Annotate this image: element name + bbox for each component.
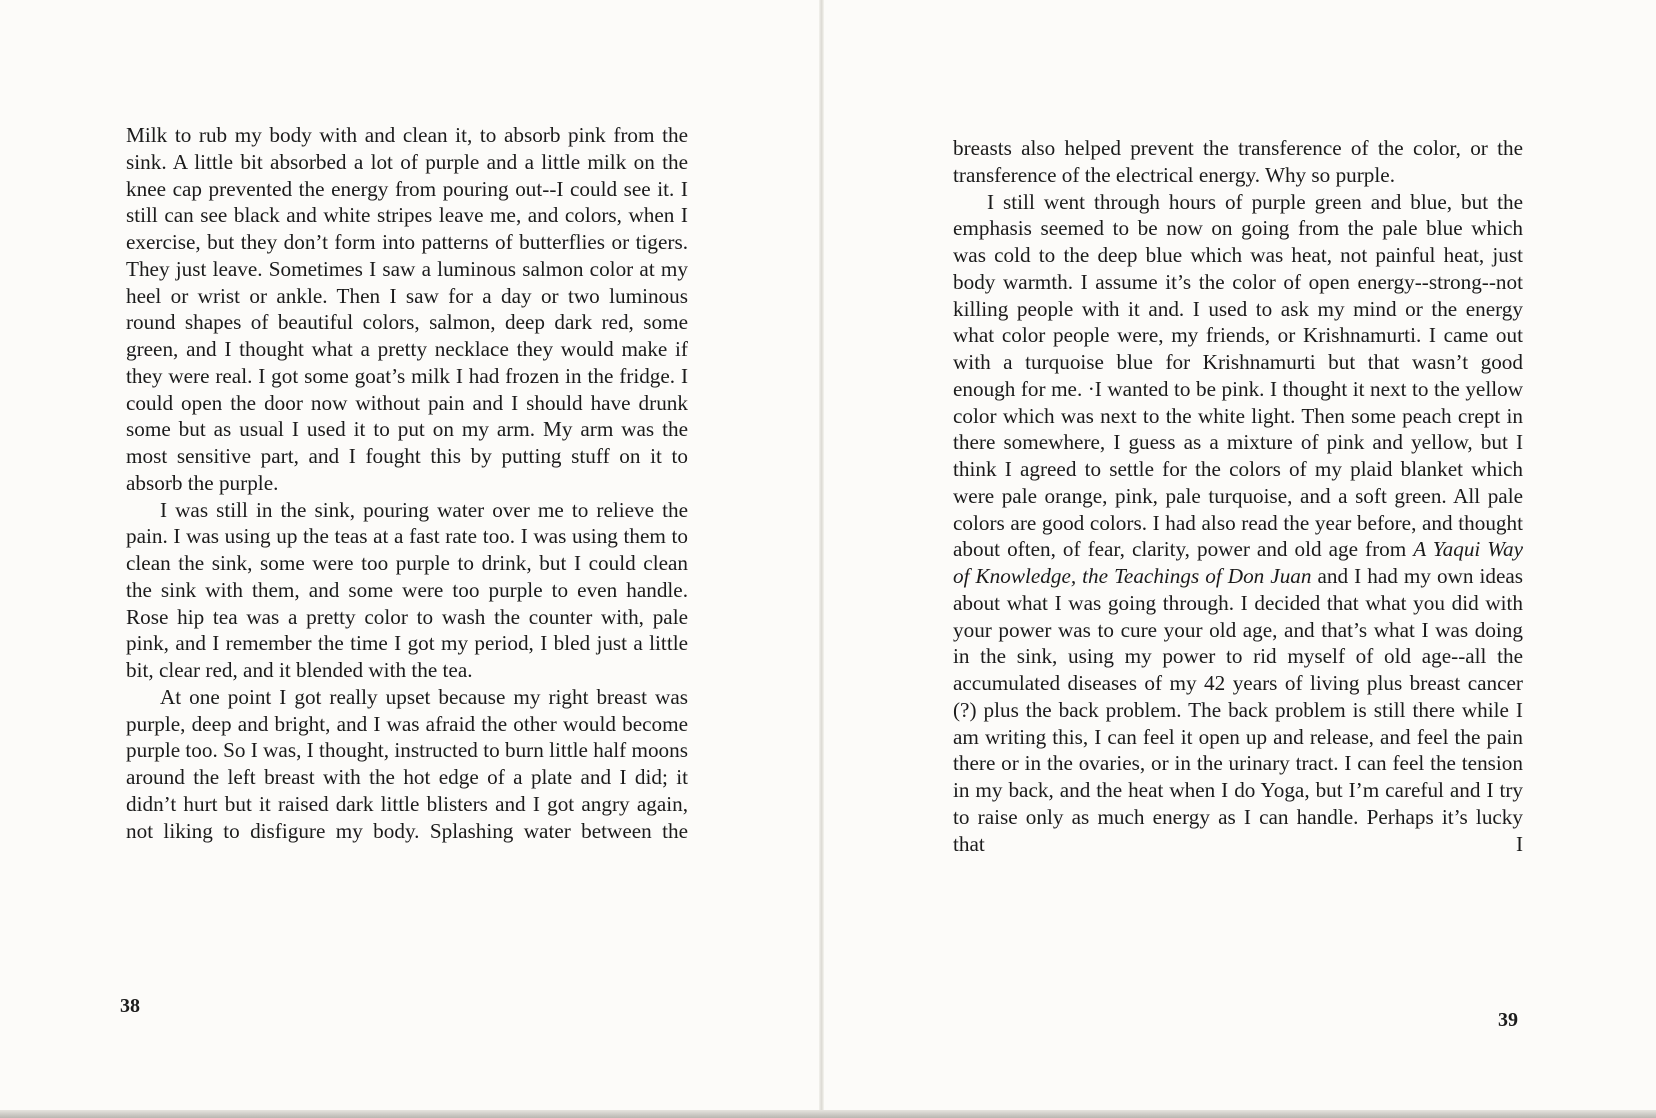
page-number: 38 [120,995,140,1017]
right-page-text [953,135,1523,857]
page-edge [0,1110,1656,1118]
paragraph: Milk to rub my body with and clean it, to absorb pink from the sink. A little bit absorbed a lot of purple and a little milk on the knee cap prevented the energy from pouring out--I could see it. I still can see black and white stripes leave me, and colors, when I exercise, but they don’t form into patterns of butterflies or tigers. They just leave. Sometimes I saw a luminous salmon color at my heel or wrist or ankle. Then I saw for a day or two luminous round shapes of beautiful colors, salmon, deep dark red, some green, and I thought what a pretty necklace they would make if they were real. I got some goat’s milk I had frozen in the fridge. I could open the door now without pain and I should have drunk some but as usual I used it to put on my arm. My arm was the most sensitive part, and I fought this by putting stuff on it to absorb the purple. [126,123,688,495]
paragraph: breasts also helped prevent the transference of the color, or the transference of the electrical energy. Why so purple. [953,136,1523,187]
left-page-text [126,122,688,844]
paragraph: At one point I got really upset because my right breast was purple, deep and bright, and I was afraid the other would become purple too. So I was, I thought, instructed to burn little half moons around the left breast with the hot edge of a plate and I did; it didn’t hurt but it raised dark little blisters and I got angry again, not liking to disfigure my body. Splashing water between the [126,684,688,843]
paragraph-text: and I had my own ideas about what I was going through. I decided that what you did with your power was to cure your old age, and that’s what I was doing in the sink, using my power to rid myself of old age--all the accumulated diseases of my 42 years of living plus breast cancer (?) plus the back problem. The back problem is still there while I am writing this, I can feel it open up and release, and feel the pain there or in the ovaries, or in the urinary tract. I can feel the tension in my back, and the heat when I do Yoga, but I’m careful and I try to raise only as much energy as I can handle. Perhaps it’s lucky that I [953,564,1523,856]
left-page [0,0,822,1112]
right-page [824,0,1656,1112]
paragraph [953,189,1523,858]
page-number: 39 [1498,1009,1518,1031]
paragraph-text: I still went through hours of purple green and blue, but the emphasis seemed to be now on going from the pale blue which was cold to the deep blue which was heat, not painful heat, just body warmth. I assume it’s the color of open energy--strong--not killing people with it and. I used to ask my mind or the energy what color people were, my friends, or Krishnamurti. I came out with a turquoise blue for Krishnamurti but that wasn’t good enough for me. ·I wanted to be pink. I thought it next to the yellow color which was next to the white light. Then some peach crept in there somewhere, I guess as a mixture of pink and yellow, but I think I agreed to settle for the colors of my plaid blanket which were pale orange, pink, pale turquoise, and a soft green. All pale colors are good colors. I had also read the year before, and thought about often, of fear, clarity, power and old age from [953,189,1523,562]
paragraph: I was still in the sink, pouring water over me to relieve the pain. I was using up the teas at a fast rate too. I was using them to clean the sink, some were too purple to drink, but I could clean the sink with them, and some were too purple to even handle. Rose hip tea was a pretty color to wash the counter with, pale pink, and I remember the time I got my period, I bled just a little bit, clear red, and it blended with the tea. [126,497,688,682]
book-title: A Yaqui Way of Knowledge, the Teachings of Don Juan [953,537,1524,588]
